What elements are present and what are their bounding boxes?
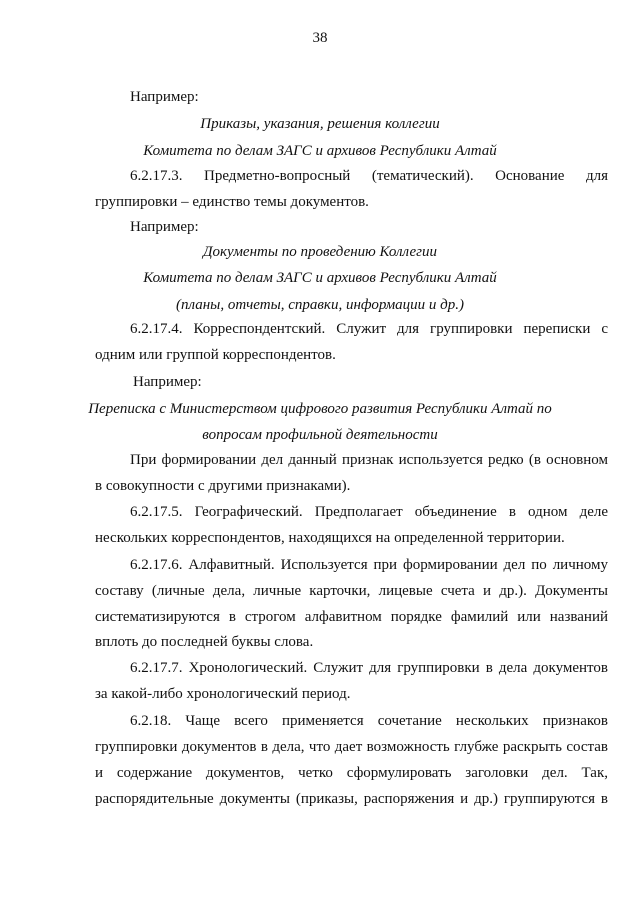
example-label: Например: <box>133 374 202 390</box>
paragraph-line: распорядительные документы (приказы, распоряжения и др.) группируются в <box>95 791 608 807</box>
example-text: вопросам профильной деятельности <box>202 427 438 443</box>
paragraph-line: за какой-либо хронологический период. <box>95 686 351 702</box>
example-label: Например: <box>130 89 199 105</box>
paragraph-line: 6.2.17.7. Хронологический. Служит для группировки в дела документов <box>130 660 608 676</box>
paragraph-line: в совокупности с другими признаками). <box>95 478 351 494</box>
paragraph-line: 6.2.17.6. Алфавитный. Используется при формировании дел по личному <box>130 557 608 573</box>
example-text: Переписка с Министерством цифрового развития Республики Алтай по <box>88 401 552 417</box>
example-text: Документы по проведению Коллегии <box>203 244 437 260</box>
paragraph-line: и содержание документов, четко сформулировать заголовки дел. Так, <box>95 765 608 781</box>
paragraph-line: 6.2.18. Чаще всего применяется сочетание нескольких признаков <box>130 713 608 729</box>
paragraph-6-2-17-3 <box>130 168 608 185</box>
example-label: Например: <box>130 219 199 235</box>
paragraph-line: составу (личные дела, личные карточки, лицевые счета и др.). Документы <box>95 583 608 599</box>
example-text: Комитета по делам ЗАГС и архивов Республики Алтай <box>143 270 497 286</box>
page-number: 38 <box>312 30 328 46</box>
paragraph-line: вплоть до последней буквы слова. <box>95 634 314 650</box>
example-text: Комитета по делам ЗАГС и архивов Республики Алтай <box>143 143 497 159</box>
paragraph-line: 6.2.17.4. Корреспондентский. Служит для группировки переписки с <box>130 321 608 337</box>
row-word: Предметно-вопросный <box>204 168 351 184</box>
paragraph-line: систематизируются в строгом алфавитном порядке фамилий или названий <box>95 609 608 625</box>
row-word: 6.2.17.3. <box>130 168 183 184</box>
paragraph-line: группировки – единство темы документов. <box>95 194 369 210</box>
paragraph-line: одним или группой корреспондентов. <box>95 347 336 363</box>
example-text: (планы, отчеты, справки, информации и др.) <box>176 297 464 313</box>
paragraph-line: 6.2.17.5. Географический. Предполагает объединение в одном деле <box>130 504 608 520</box>
row-word: Основание <box>495 168 565 184</box>
paragraph-line: группировки документов в дела, что дает возможность глубже раскрыть состав <box>95 739 608 755</box>
paragraph-line: нескольких корреспондентов, находящихся на определенной территории. <box>95 530 565 546</box>
row-word: для <box>585 168 608 184</box>
example-text: Приказы, указания, решения коллегии <box>200 116 440 132</box>
row-word: (тематический). <box>371 168 474 184</box>
paragraph-line: При формировании дел данный признак используется редко (в основном <box>130 452 608 468</box>
